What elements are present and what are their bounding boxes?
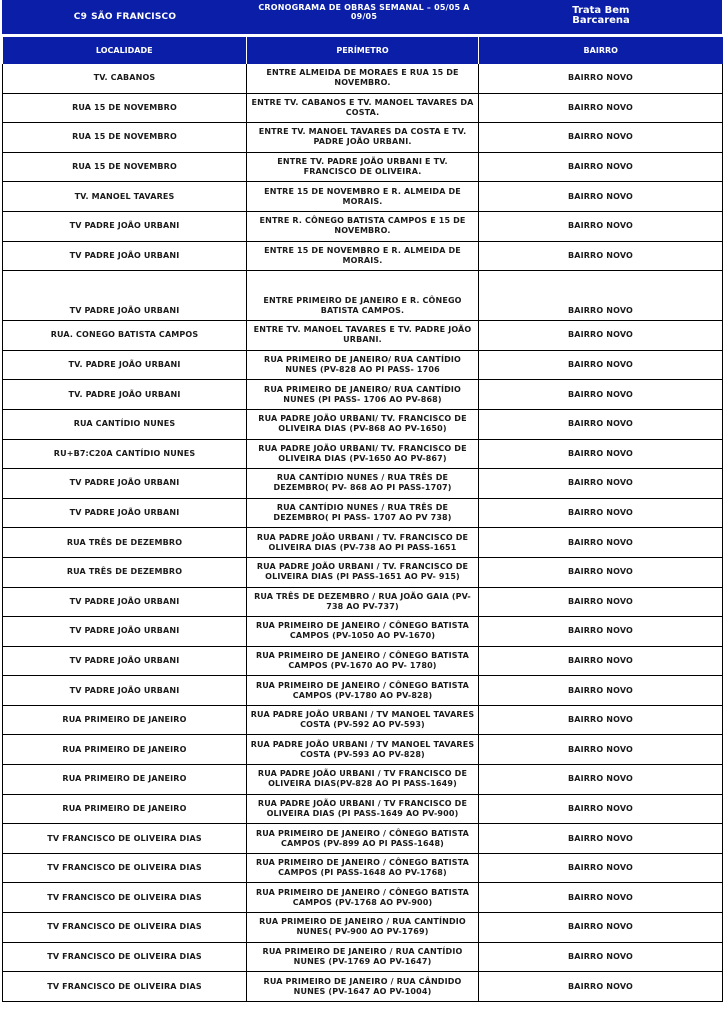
cell-perimetro: RUA PADRE JOÃO URBANI/ TV. FRANCISCO DE OLIVEIRA DIAS (PV-1650 AO PV-867) [247, 439, 479, 469]
cell-perimetro: RUA CANTÍDIO NUNES / RUA TRÊS DE DEZEMBRO( PI PASS- 1707 AO PV 738) [247, 498, 479, 528]
cell-perimetro: RUA PRIMEIRO DE JANEIRO / RUA CANTÍNDIO NUNES( PV-900 AO PV-1769) [247, 913, 479, 943]
cell-bairro: BAIRRO NOVO [479, 152, 723, 182]
company-logo [2, 12, 248, 22]
cell-localidade: RUA 15 DE NOVEMBRO [3, 93, 247, 123]
cell-localidade: TV FRANCISCO DE OLIVEIRA DIAS [3, 972, 247, 1002]
cell-bairro: BAIRRO NOVO [479, 705, 723, 735]
table-row [3, 646, 723, 676]
header-bar [2, 0, 722, 34]
cell-perimetro: RUA PADRE JOÃO URBANI / TV. FRANCISCO DE OLIVEIRA DIAS (PI PASS-1651 AO PV- 915) [247, 557, 479, 587]
cell-perimetro: RUA PRIMEIRO DE JANEIRO / CÔNEGO BATISTA CAMPOS (PV-1780 AO PV-828) [247, 676, 479, 706]
cell-localidade: TV PADRE JOÃO URBANI [3, 617, 247, 647]
cell-localidade: TV FRANCISCO DE OLIVEIRA DIAS [3, 824, 247, 854]
cell-localidade: TV PADRE JOÃO URBANI [3, 646, 247, 676]
cell-localidade: TV PADRE JOÃO URBANI [3, 469, 247, 499]
cell-bairro: BAIRRO NOVO [479, 439, 723, 469]
cell-bairro: BAIRRO NOVO [479, 321, 723, 351]
table-row [3, 705, 723, 735]
table-row [3, 64, 723, 93]
cell-bairro: BAIRRO NOVO [479, 93, 723, 123]
cell-perimetro: ENTRE R. CÔNEGO BATISTA CAMPOS E 15 DE NOVEMBRO. [247, 211, 479, 241]
table-header-row [3, 37, 723, 64]
cell-perimetro: RUA PRIMEIRO DE JANEIRO/ RUA CANTÍDIO NUNES (PV-828 AO PI PASS- 1706 [247, 350, 479, 380]
cell-perimetro: ENTRE ALMEIDA DE MORAES E RUA 15 DE NOVEMBRO. [247, 64, 479, 93]
table-row [3, 735, 723, 765]
cell-bairro: BAIRRO NOVO [479, 913, 723, 943]
cell-bairro: BAIRRO NOVO [479, 557, 723, 587]
cell-localidade: TV FRANCISCO DE OLIVEIRA DIAS [3, 853, 247, 883]
cell-perimetro: RUA PADRE JOÃO URBANI / TV FRANCISCO DE OLIVEIRA DIAS (PI PASS-1649 AO PV-900) [247, 794, 479, 824]
cell-perimetro: RUA PRIMEIRO DE JANEIRO / CÔNEGO BATISTA CAMPOS (PI PASS-1648 AO PV-1768) [247, 853, 479, 883]
table-row [3, 123, 723, 153]
cell-localidade: TV. PADRE JOÃO URBANI [3, 380, 247, 410]
table-row [3, 241, 723, 271]
table-row [3, 883, 723, 913]
table-row [3, 942, 723, 972]
brand-logo [572, 6, 630, 28]
column-header-bairro: BAIRRO [479, 37, 723, 64]
cell-localidade: TV PADRE JOÃO URBANI [3, 271, 247, 321]
cell-bairro: BAIRRO NOVO [479, 271, 723, 321]
cell-bairro: BAIRRO NOVO [479, 942, 723, 972]
cell-bairro: BAIRRO NOVO [479, 617, 723, 647]
cell-localidade: TV FRANCISCO DE OLIVEIRA DIAS [3, 913, 247, 943]
table-row [3, 380, 723, 410]
column-header-localidade: LOCALIDADE [3, 37, 247, 64]
table-row [3, 676, 723, 706]
cell-perimetro: ENTRE TV. MANOEL TAVARES E TV. PADRE JOÃO URBANI. [247, 321, 479, 351]
table-row [3, 350, 723, 380]
cell-localidade: RUA. CONEGO BATISTA CAMPOS [3, 321, 247, 351]
column-header-perimetro: PERÍMETRO [247, 37, 479, 64]
table-row [3, 211, 723, 241]
cell-perimetro: RUA PADRE JOÃO URBANI / TV MANOEL TAVARES COSTA (PV-593 AO PV-828) [247, 735, 479, 765]
table-row [3, 617, 723, 647]
cell-perimetro: RUA PRIMEIRO DE JANEIRO / CÔNEGO BATISTA CAMPOS (PV-1050 AO PV-1670) [247, 617, 479, 647]
cell-perimetro: RUA PRIMEIRO DE JANEIRO / CÔNEGO BATISTA CAMPOS (PV-1768 AO PV-900) [247, 883, 479, 913]
cell-localidade: TV FRANCISCO DE OLIVEIRA DIAS [3, 883, 247, 913]
cell-localidade: TV PADRE JOÃO URBANI [3, 241, 247, 271]
table-row [3, 824, 723, 854]
cell-perimetro: RUA PRIMEIRO DE JANEIRO / CÔNEGO BATISTA CAMPOS (PV-1670 AO PV- 1780) [247, 646, 479, 676]
cell-localidade: RUA TRÊS DE DEZEMBRO [3, 557, 247, 587]
cell-perimetro: ENTRE PRIMEIRO DE JANEIRO E R. CÔNEGO BATISTA CAMPOS. [247, 271, 479, 321]
document-title: CRONOGRAMA DE OBRAS SEMANAL – 05/05 A 09/05 [258, 3, 470, 21]
cell-perimetro: RUA PRIMEIRO DE JANEIRO / CÔNEGO BATISTA CAMPOS (PV-899 AO PI PASS-1648) [247, 824, 479, 854]
cell-localidade: TV FRANCISCO DE OLIVEIRA DIAS [3, 942, 247, 972]
cell-localidade: RUA PRIMEIRO DE JANEIRO [3, 765, 247, 795]
cell-bairro: BAIRRO NOVO [479, 676, 723, 706]
cell-perimetro: RUA PRIMEIRO DE JANEIRO / RUA CÂNDIDO NUNES (PV-1647 AO PV-1004) [247, 972, 479, 1002]
table-row [3, 557, 723, 587]
cell-localidade: RUA TRÊS DE DEZEMBRO [3, 528, 247, 558]
cell-bairro: BAIRRO NOVO [479, 64, 723, 93]
cell-perimetro: ENTRE 15 DE NOVEMBRO E R. ALMEIDA DE MORAIS. [247, 182, 479, 212]
cell-localidade: TV PADRE JOÃO URBANI [3, 498, 247, 528]
cell-localidade: RUA CANTÍDIO NUNES [3, 409, 247, 439]
cell-bairro: BAIRRO NOVO [479, 241, 723, 271]
cell-bairro: BAIRRO NOVO [479, 182, 723, 212]
table-row [3, 409, 723, 439]
cell-perimetro: RUA PRIMEIRO DE JANEIRO / RUA CANTÍDIO NUNES (PV-1769 AO PV-1647) [247, 942, 479, 972]
cell-bairro: BAIRRO NOVO [479, 469, 723, 499]
cell-bairro: BAIRRO NOVO [479, 528, 723, 558]
table-row [3, 587, 723, 617]
brand-line-1: Trata Bem [572, 5, 630, 16]
cell-bairro: BAIRRO NOVO [479, 123, 723, 153]
table-row [3, 794, 723, 824]
cell-bairro: BAIRRO NOVO [479, 350, 723, 380]
cell-localidade: TV PADRE JOÃO URBANI [3, 676, 247, 706]
cell-perimetro: RUA PADRE JOÃO URBANI/ TV. FRANCISCO DE OLIVEIRA DIAS (PV-868 AO PV-1650) [247, 409, 479, 439]
cell-localidade: TV PADRE JOÃO URBANI [3, 587, 247, 617]
table-row [3, 182, 723, 212]
cell-localidade: RUA 15 DE NOVEMBRO [3, 123, 247, 153]
cell-bairro: BAIRRO NOVO [479, 853, 723, 883]
cell-localidade: TV PADRE JOÃO URBANI [3, 211, 247, 241]
table-row [3, 498, 723, 528]
table-row [3, 271, 723, 321]
cell-localidade: TV. MANOEL TAVARES [3, 182, 247, 212]
cell-bairro: BAIRRO NOVO [479, 883, 723, 913]
cell-perimetro: RUA CANTÍDIO NUNES / RUA TRÊS DE DEZEMBRO( PV- 868 AO PI PASS-1707) [247, 469, 479, 499]
cell-perimetro: RUA PRIMEIRO DE JANEIRO/ RUA CANTÍDIO NUNES (PI PASS- 1706 AO PV-868) [247, 380, 479, 410]
logo-mark: C9 [73, 12, 88, 22]
cell-bairro: BAIRRO NOVO [479, 972, 723, 1002]
cell-perimetro: RUA PADRE JOÃO URBANI / TV FRANCISCO DE OLIVEIRA DIAS(PV-828 AO PI PASS-1649) [247, 765, 479, 795]
cell-localidade: TV. CABANOS [3, 64, 247, 93]
cell-bairro: BAIRRO NOVO [479, 824, 723, 854]
table-row [3, 972, 723, 1002]
cell-bairro: BAIRRO NOVO [479, 211, 723, 241]
cell-perimetro: ENTRE TV. CABANOS E TV. MANOEL TAVARES DA COSTA. [247, 93, 479, 123]
cell-bairro: BAIRRO NOVO [479, 735, 723, 765]
schedule-table [2, 37, 723, 1002]
cell-bairro: BAIRRO NOVO [479, 498, 723, 528]
cell-localidade: RU+B7:C20A CANTÍDIO NUNES [3, 439, 247, 469]
logo-text: SÃO FRANCISCO [91, 12, 177, 22]
brand-line-2: Barcarena [572, 15, 630, 26]
cell-localidade: TV. PADRE JOÃO URBANI [3, 350, 247, 380]
cell-bairro: BAIRRO NOVO [479, 765, 723, 795]
table-row [3, 853, 723, 883]
cell-bairro: BAIRRO NOVO [479, 794, 723, 824]
cell-localidade: RUA 15 DE NOVEMBRO [3, 152, 247, 182]
table-row [3, 765, 723, 795]
cell-bairro: BAIRRO NOVO [479, 587, 723, 617]
cell-bairro: BAIRRO NOVO [479, 646, 723, 676]
cell-localidade: RUA PRIMEIRO DE JANEIRO [3, 794, 247, 824]
cell-perimetro: RUA TRÊS DE DEZEMBRO / RUA JOÃO GAIA (PV- 738 AO PV-737) [247, 587, 479, 617]
cell-perimetro: ENTRE TV. MANOEL TAVARES DA COSTA E TV. PADRE JOÃO URBANI. [247, 123, 479, 153]
cell-bairro: BAIRRO NOVO [479, 409, 723, 439]
cell-perimetro: RUA PADRE JOÃO URBANI / TV MANOEL TAVARES COSTA (PV-592 AO PV-593) [247, 705, 479, 735]
cell-perimetro: ENTRE 15 DE NOVEMBRO E R. ALMEIDA DE MORAIS. [247, 241, 479, 271]
table-row [3, 528, 723, 558]
cell-localidade: RUA PRIMEIRO DE JANEIRO [3, 705, 247, 735]
cell-localidade: RUA PRIMEIRO DE JANEIRO [3, 735, 247, 765]
table-row [3, 321, 723, 351]
table-row [3, 93, 723, 123]
cell-perimetro: ENTRE TV. PADRE JOÃO URBANI E TV. FRANCISCO DE OLIVEIRA. [247, 152, 479, 182]
cell-perimetro: RUA PADRE JOÃO URBANI / TV. FRANCISCO DE OLIVEIRA DIAS (PV-738 AO PI PASS-1651 [247, 528, 479, 558]
table-row [3, 913, 723, 943]
cell-bairro: BAIRRO NOVO [479, 380, 723, 410]
table-row [3, 439, 723, 469]
table-row [3, 469, 723, 499]
table-row [3, 152, 723, 182]
